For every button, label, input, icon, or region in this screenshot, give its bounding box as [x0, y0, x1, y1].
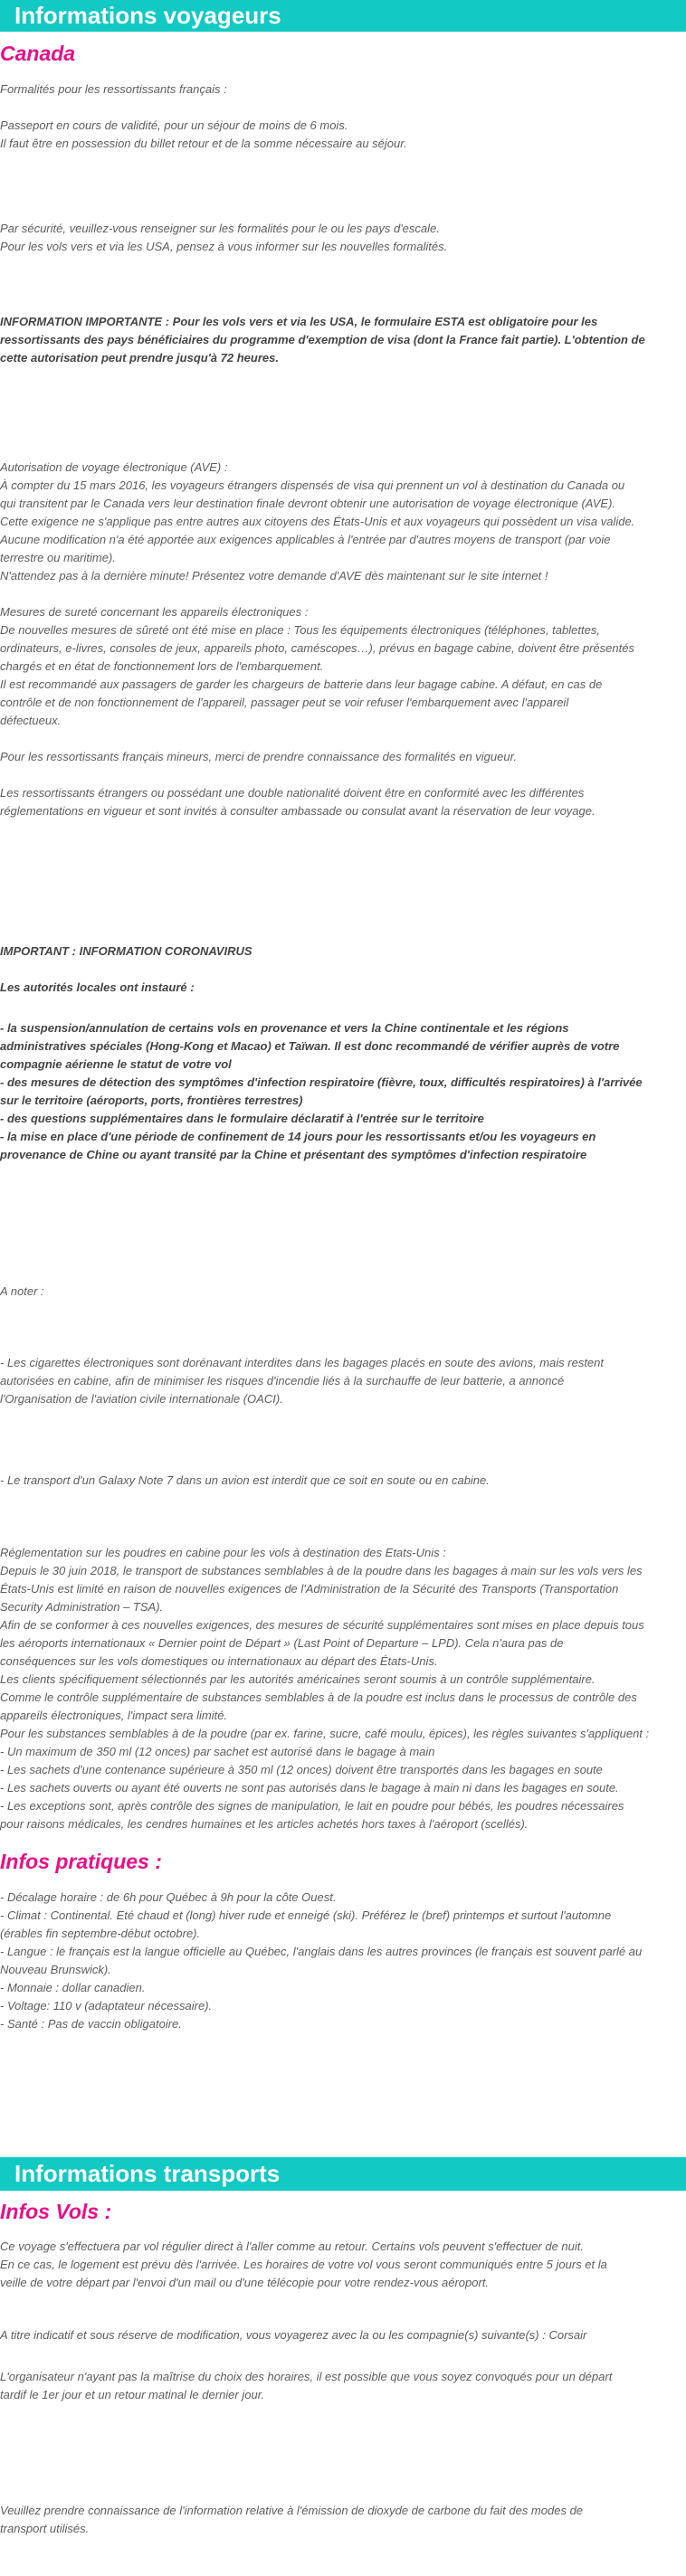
text-line: les aéroports internationaux « Dernier point de Départ » (Last Point of Departure – LPD). Cela n'aura pas de: [0, 1636, 564, 1650]
text-line: cette autorisation peut prendre jusqu'à 72 heures.: [0, 351, 279, 365]
vols-block: [0, 2238, 684, 2292]
cigarettes-block: [0, 1354, 684, 1408]
section-banner-voyageurs: Informations voyageurs: [0, 0, 686, 32]
coronavirus-title: IMPORTANT : INFORMATION CORONAVIRUS: [0, 944, 252, 958]
text-line: appareils électroniques, l'impact sera limité.: [0, 1709, 228, 1722]
text-line: - Les cigarettes électroniques sont dorénavant interdites dans les bagages placés en soute des avions, mais restent: [0, 1356, 605, 1369]
text-line: pour raisons médicales, les cendres humaines et les articles achetés hors taxes à l'aéroport (scellés).: [0, 1817, 529, 1831]
text-line: Réglementation sur les poudres en cabine pour les vols à destination des Etats-Unis :: [0, 1546, 446, 1559]
text-line: réglementations en vigueur et sont invités à consulter ambassade ou consulat avant la réservation de leur voyage.: [0, 804, 595, 818]
text-line: ordinateurs, e-livres, consoles de jeux, appareils photo, caméscopes…), prévus en bagage cabine, doivent être présentés: [0, 641, 634, 655]
text-line: Autorisation de voyage électronique (AVE) :: [0, 460, 228, 474]
text-line: De nouvelles mesures de sûreté ont été mise en place : Tous les équipements électroniques (téléphones, tablettes,: [0, 623, 600, 637]
text-line: Nouveau Brunswick).: [0, 1963, 111, 1976]
text-line: Afin de se conformer à ces nouvelles exigences, des mesures de sécurité supplémentaires sont mises en place depuis tous: [0, 1618, 644, 1632]
text-line: Pour les ressortissants français mineurs, merci de prendre connaissance des formalités en vigueur.: [0, 750, 518, 763]
text-line: En ce cas, le logement est prévu dès l'arrivée. Les horaires de votre vol vous seront communiqués entre 5 jours et la: [0, 2258, 607, 2271]
infos-pratiques-list: [0, 1889, 684, 2033]
text-line: Depuis le 30 juin 2018, le transport de substances semblables à de la poudre dans les bagages à main sur les vols vers les: [0, 1564, 643, 1577]
text-line: Mesures de sureté concernant les appareils électroniques :: [0, 605, 309, 619]
text-line: - Voltage: 110 v (adaptateur nécessaire).: [0, 1999, 213, 2012]
organisateur-block: [0, 2368, 684, 2404]
infos-vols-heading: Infos Vols :: [0, 2200, 112, 2223]
section-banner-transports: Informations transports: [0, 2157, 686, 2191]
esta-important-block: [0, 313, 684, 367]
compagnie-line: A titre indicatif et sous réserve de modification, vous voyagerez avec la ou les compagnie(s) suivante(s) : Corsair: [0, 2328, 587, 2342]
coronavirus-list: [0, 1019, 684, 1164]
co2-block: [0, 2502, 684, 2538]
text-line: Veuillez prendre connaissance de l'information relative à l'émission de dioxyde de carbone du fait des modes de: [0, 2504, 584, 2517]
text-line: conséquences sur les vols domestiques ou internationaux au départ des États-Unis.: [0, 1654, 438, 1668]
text-line: provenance de Chine ou ayant transité par la Chine et présentant des symptômes d'infection respiratoire: [0, 1148, 587, 1161]
text-line: - Climat : Continental. Eté chaud et (long) hiver rude et enneigé (ski). Préférez le (bref) printemps et surtout l'automne: [0, 1908, 612, 1922]
text-line: Par sécurité, veuillez-vous renseigner sur les formalités pour le ou les pays d'escale.: [0, 222, 440, 235]
text-line: INFORMATION IMPORTANTE : Pour les vols vers et via les USA, le formulaire ESTA est obligatoire pour les: [0, 315, 598, 328]
text-line: À compter du 15 mars 2016, les voyageurs étrangers dispensés de visa qui prennent un vol à destination du Canada ou: [0, 478, 625, 492]
text-line: (érables fin septembre-début octobre).: [0, 1927, 201, 1940]
text-line: [0, 99, 684, 117]
text-line: tardif le 1er jour et un retour matinal le dernier jour.: [0, 2388, 265, 2401]
text-line: Il est recommandé aux passagers de garder les chargeurs de batterie dans leur bagage cabine. A défaut, en cas de: [0, 677, 603, 691]
country-heading: Canada: [0, 42, 76, 65]
text-line: - la mise en place d'une période de confinement de 14 jours pour les ressortissants et/ou les voyageurs en: [0, 1130, 596, 1143]
text-line: Les ressortissants étrangers ou possédant une double nationalité doivent être en conformité avec les différentes: [0, 786, 585, 800]
text-line: [0, 585, 684, 603]
text-line: ressortissants des pays bénéficiaires du programme d'exemption de visa (dont la France fait partie). L'obtention de: [0, 333, 645, 346]
escale-block: [0, 220, 684, 256]
text-line: sur le territoire (aéroports, ports, frontières terrestres): [0, 1094, 303, 1107]
text-line: administratives spéciales (Hong-Kong et Macao) et Taïwan. Il est donc recommandé de vérifier auprès de votre: [0, 1039, 620, 1053]
text-line: - des mesures de détection des symptômes d'infection respiratoire (fièvre, toux, difficultés respiratoires) à l'arrivée: [0, 1075, 643, 1089]
text-line: contrôle et de non fonctionnement de l'appareil, passager peut se voir refuser l'embarquement avec l'appareil: [0, 696, 569, 709]
text-line: L'organisateur n'ayant pas la maîtrise du choix des horaires, il est possible que vous soyez convoqués pour un départ: [0, 2370, 613, 2383]
text-line: - Les sachets d'une contenance supérieure à 350 ml (12 onces) doivent être transportés dans les bagages en soute: [0, 1763, 603, 1776]
infos-pratiques-heading: Infos pratiques :: [0, 1850, 162, 1873]
text-line: Passeport en cours de validité, pour un séjour de moins de 6 mois.: [0, 118, 348, 132]
formalites-block: [0, 80, 684, 153]
text-line: - Les sachets ouverts ou ayant été ouverts ne sont pas autorisés dans le bagage à main ni dans les bagages en soute.: [0, 1781, 619, 1795]
text-line: Cette exigence ne s'applique pas entre autres aux citoyens des États-Unis et aux voyageurs qui possèdent un visa valide.: [0, 515, 635, 528]
text-line: - Santé : Pas de vaccin obligatoire.: [0, 2017, 182, 2031]
text-line: Pour les vols vers et via les USA, pensez à vous informer sur les nouvelles formalités.: [0, 240, 448, 253]
text-line: N'attendez pas à la dernière minute! Présentez votre demande d'AVE dès maintenant sur le site internet !: [0, 569, 548, 582]
poudres-block: [0, 1544, 684, 1833]
text-line: compagnie aérienne le statut de votre vol: [0, 1057, 232, 1071]
text-line: qui transitent par le Canada vers leur destination finale devront obtenir une autorisation de voyage électronique (AVE).: [0, 497, 616, 510]
coronavirus-subtitle: Les autorités locales ont instauré :: [0, 980, 195, 994]
text-line: l'Organisation de l'aviation civile internationale (OACI).: [0, 1392, 283, 1406]
text-line: - Un maximum de 350 ml (12 onces) par sachet est autorisé dans le bagage à main: [0, 1745, 435, 1758]
text-line: Formalités pour les ressortissants français :: [0, 82, 227, 96]
text-line: États-Unis est limité en raison de nouvelles exigences de l'Administration de la Sécurité des Transports (Transportation: [0, 1582, 619, 1596]
text-line: - Monnaie : dollar canadien.: [0, 1981, 146, 1994]
ave-block: [0, 459, 684, 820]
text-line: Il faut être en possession du billet retour et de la somme nécessaire au séjour.: [0, 137, 407, 150]
text-line: Aucune modification n'a été apportée aux exigences applicables à l'entrée par d'autres moyens de transport (par voie: [0, 533, 611, 546]
text-line: Comme le contrôle supplémentaire de substances semblables à de la poudre est inclus dans le processus de contrôle des: [0, 1690, 637, 1704]
text-line: [0, 766, 684, 784]
text-line: Ce voyage s'effectuera par vol régulier direct à l'aller comme au retour. Certains vols peuvent s'effectuer de nuit.: [0, 2240, 585, 2253]
text-line: veille de votre départ par l'envoi d'un mail ou d'une télécopie pour votre rendez-vous aéroport.: [0, 2276, 490, 2289]
text-line: chargés et en état de fonctionnement lors de l'embarquement.: [0, 659, 324, 673]
text-line: [0, 730, 684, 748]
text-line: autorisées en cabine, afin de minimiser les risques d'incendie liés à la surchauffe de leur batterie, a annoncé: [0, 1374, 565, 1387]
text-line: - Décalage horaire : de 6h pour Québec à 9h pour la côte Ouest.: [0, 1890, 337, 1904]
text-line: - Les exceptions sont, après contrôle des signes de manipulation, le lait en poudre pour bébés, les poudres nécessaires: [0, 1799, 624, 1813]
a-noter-label: A noter :: [0, 1284, 44, 1298]
text-line: Les clients spécifiquement sélectionnés par les autorités américaines seront soumis à un contrôle supplémentaire.: [0, 1672, 595, 1686]
text-line: Pour les substances semblables à de la poudre (par ex. farine, sucre, café moulu, épices), les règles suivantes s'appliquent :: [0, 1727, 650, 1740]
galaxy-note-line: - Le transport d'un Galaxy Note 7 dans un avion est interdit que ce soit en soute ou en cabine.: [0, 1473, 490, 1487]
text-line: transport utilisés.: [0, 2522, 90, 2535]
text-line: Security Administration – TSA).: [0, 1600, 164, 1614]
text-line: défectueux.: [0, 714, 62, 727]
text-line: - Langue : le français est la langue officielle au Québec, l'anglais dans les autres provinces (le français est souvent parlé au: [0, 1945, 643, 1958]
text-line: - la suspension/annulation de certains vols en provenance et vers la Chine continentale et les régions: [0, 1021, 569, 1035]
text-line: terrestre ou maritime).: [0, 551, 116, 564]
text-line: - des questions supplémentaires dans le formulaire déclaratif à l'entrée sur le territoire: [0, 1112, 484, 1125]
